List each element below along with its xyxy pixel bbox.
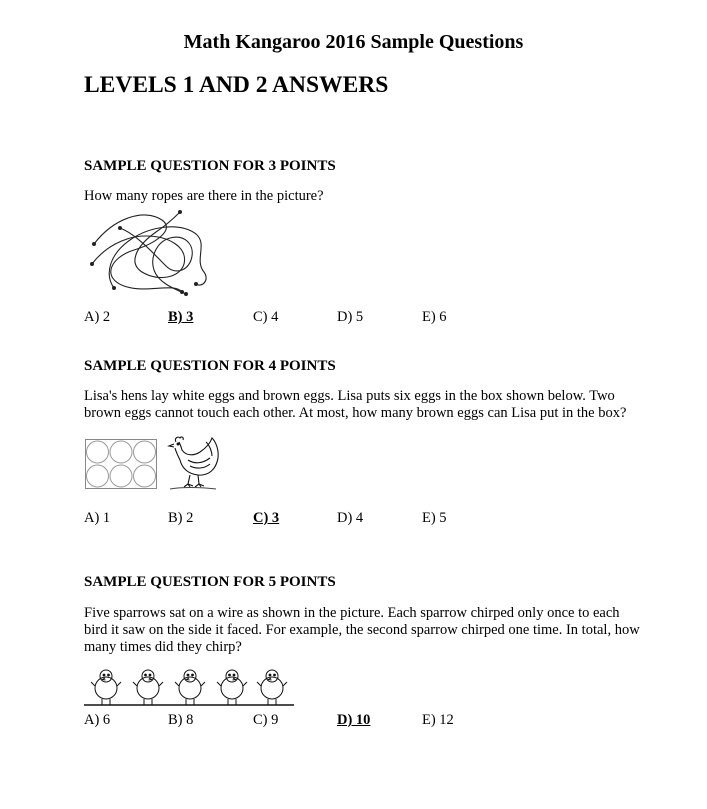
question-3-option-a: A) 6 <box>84 712 111 728</box>
question-3-option-d-correct: D) 10 <box>337 712 371 728</box>
question-2-option-b: B) 2 <box>168 510 194 526</box>
question-2-option-a: A) 1 <box>84 510 111 526</box>
question-1-option-c: C) 4 <box>253 309 279 325</box>
sparrow-5 <box>257 670 287 705</box>
sparrow-4 <box>217 670 247 705</box>
question-3-option-c: C) 9 <box>253 712 279 728</box>
question-3-option-b: B) 8 <box>168 712 194 728</box>
question-2-text: Lisa's hens lay white eggs and brown eggs. Lisa puts six eggs in the box shown below. Two brown eggs cannot touch each other. At most, how many brown eggs can Lisa put in the box? <box>84 388 627 421</box>
question-3-text: Five sparrows sat on a wire as shown in the picture. Each sparrow chirped only once to each bird it saw on the side it faced. For example, the second sparrow chirped one time. In total, how many times did they chirp? <box>84 605 640 655</box>
question-1-text: How many ropes are there in the picture? <box>84 188 324 204</box>
level-title: LEVELS 1 AND 2 ANSWERS <box>84 72 389 98</box>
ropes-figure <box>84 208 214 300</box>
question-1-option-a: A) 2 <box>84 309 111 325</box>
question-1-option-d: D) 5 <box>337 309 364 325</box>
question-2-option-e: E) 5 <box>422 510 447 526</box>
hen-figure <box>166 434 222 492</box>
question-1-heading: SAMPLE QUESTION FOR 3 POINTS <box>84 158 336 174</box>
sparrow-2 <box>133 670 163 705</box>
sparrows-figure <box>84 668 296 708</box>
question-3-heading: SAMPLE QUESTION FOR 5 POINTS <box>84 574 336 590</box>
question-2-option-d: D) 4 <box>337 510 364 526</box>
sparrow-1 <box>91 670 121 705</box>
question-2-option-c-correct: C) 3 <box>253 510 280 526</box>
egg-box-figure <box>85 439 157 489</box>
question-1-option-e: E) 6 <box>422 309 447 325</box>
question-3-option-e: E) 12 <box>422 712 454 728</box>
question-2-heading: SAMPLE QUESTION FOR 4 POINTS <box>84 358 336 374</box>
document-title: Math Kangaroo 2016 Sample Questions <box>183 31 524 53</box>
question-1-option-b-correct: B) 3 <box>168 309 194 325</box>
sparrow-3 <box>175 670 205 705</box>
